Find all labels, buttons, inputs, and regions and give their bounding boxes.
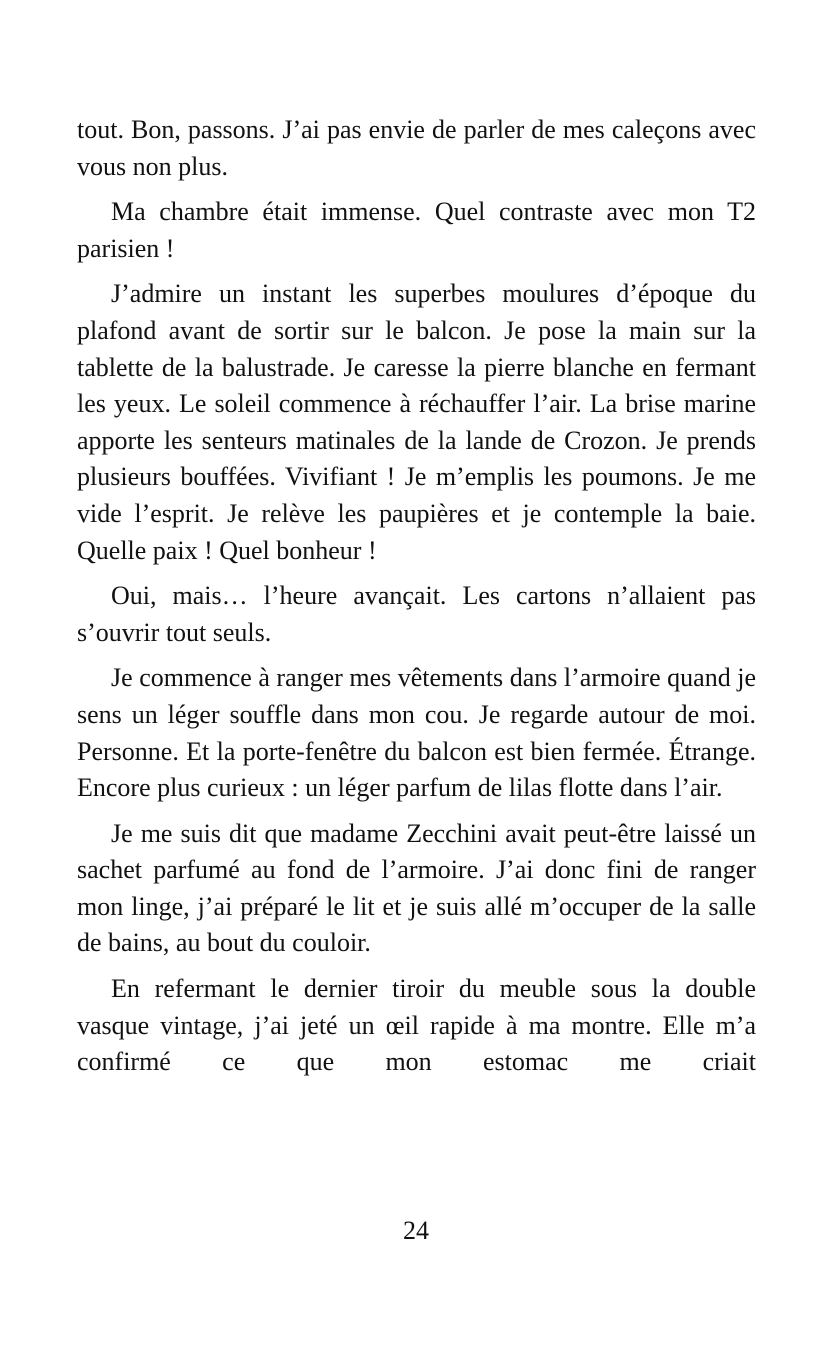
paragraph-4: Oui, mais… l’heure avançait. Les cartons n’allaient pas s’ouvrir tout seuls. <box>77 581 756 647</box>
paragraph-5: Je commence à ranger mes vêtements dans l’armoire quand je sens un léger souffle dans mon cou. Je regarde autour de moi. Personne. Et la porte-fenêtre du balcon est bien fermée. Étrange. Encore plus curieux : un léger parfum de lilas flotte dans l’air. <box>77 663 756 803</box>
body-text <box>77 112 756 1090</box>
paragraph-3: J’admire un instant les superbes moulures d’époque du plafond avant de sortir sur le balcon. Je pose la main sur la tablette de la balustrade. Je caresse la pierre blanche en fermant les yeux. Le soleil commence à réchauffer l’air. La brise marine apporte les senteurs matinales de la lande de Crozon. Je prends plusieurs bouffées. Vivifiant ! Je m’emplis les poumons. Je me vide l’esprit. Je relève les paupières et je contemple la baie. Quelle paix ! Quel bonheur ! <box>77 279 756 565</box>
paragraph-1: tout. Bon, passons. J’ai pas envie de parler de mes caleçons avec vous non plus. <box>77 115 756 181</box>
paragraph-6: Je me suis dit que madame Zecchini avait peut-être laissé un sachet parfumé au fond de l’armoire. J’ai donc fini de ranger mon linge, j’ai préparé le lit et je suis allé m’occuper de la salle de bains, au bout du couloir. <box>77 818 756 958</box>
paragraph-2: Ma chambre était immense. Quel contraste avec mon T2 parisien ! <box>77 197 756 263</box>
paragraph-7: En refermant le dernier tiroir du meuble sous la double vasque vintage, j’ai jeté un œil rapide à ma montre. Elle m’a confirmé ce que mon estomac me criait <box>77 974 756 1077</box>
page-number: 24 <box>403 1216 429 1245</box>
